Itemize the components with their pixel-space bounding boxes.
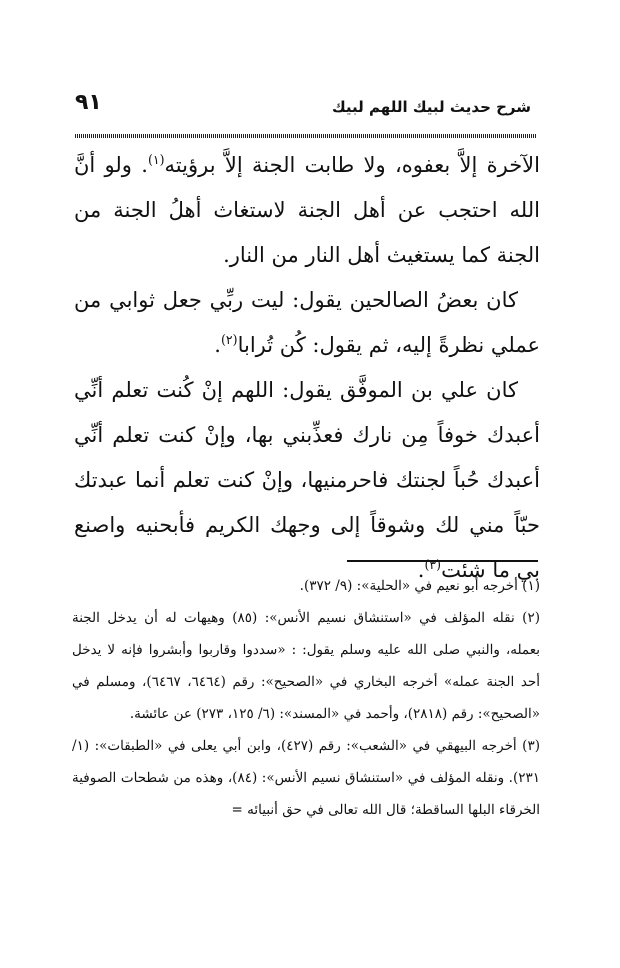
paragraph-text: . bbox=[417, 558, 425, 582]
paragraph-text: كان بعضُ الصالحين يقول: ليت ربِّي جعل ثوابي من عملي نظرةً إليه، ثم يقول: كُن تُرابا bbox=[74, 288, 540, 357]
footnote-ref: (٢) bbox=[220, 332, 238, 347]
page-number: ٩١ bbox=[75, 90, 102, 115]
footnotes bbox=[72, 570, 540, 826]
running-title: شرح حديث لبيك اللهم لبيك bbox=[331, 98, 531, 116]
paragraph-text: . bbox=[214, 333, 221, 357]
paragraph bbox=[74, 278, 540, 368]
paragraph-text: . ولو أنَّ الله احتجب عن أهل الجنة لاستغاث أهلُ الجنة من الجنة كما يستغيث أهل النار من النار. bbox=[74, 153, 540, 267]
footnote: (٣) أخرجه البيهقي في «الشعب»: رقم (٤٢٧)، وابن أبي يعلى في «الطبقات»: (١/ ٢٣١). ونقله المؤلف في «استنشاق نسيم الأنس»: (٨٤)، وهذه من شطحات الصوفية الخرقاء البلها الساقطة؛ قال الله تعالى في حق أنبيائه = bbox=[72, 738, 540, 818]
paragraph-text: الآخرة إلاَّ بعفوه، ولا طابت الجنة إلاَّ برؤيته bbox=[164, 153, 540, 177]
footnote-ref: (٣) bbox=[424, 557, 442, 572]
footnote-ref: (١) bbox=[147, 152, 165, 167]
footnote-separator bbox=[347, 560, 538, 562]
footnote: (١) أخرجه أبو نعيم في «الحلية»: (٩/ ٣٧٢). bbox=[299, 578, 540, 594]
page-header bbox=[75, 90, 537, 124]
header-rule bbox=[75, 134, 537, 138]
paragraph-text: كان علي بن الموفَّق يقول: اللهم إنْ كُنت تعلم أنِّي أعبدك خوفاً مِن نارك فعذِّبني بها، وإنْ كنت تعلم أنِّي أعبدك حُباً لجنتك فاحرمنيها، وإنْ كنت تعلم أنما عبدتك حبّاً مني لك وشوقاً إلى وجهك الكريم فأبحنيه واصنع بي ما شئت bbox=[74, 378, 540, 582]
footnote: (٢) نقله المؤلف في «استنشاق نسيم الأنس»: (٨٥) وهيهات له أن يدخل الجنة بعمله، والنبي صلى الله عليه وسلم يقول: : «سددوا وقاربوا وأبشروا فإنه لا يدخل أحد الجنة عمله» أخرجه البخاري في «الصحيح»: رقم (٦٤٦٤، ٦٤٦٧)، ومسلم في «الصحيح»: رقم (٢٨١٨)، وأحمد في «المسند»: (٦/ ١٢٥، ٢٧٣) عن عائشة. bbox=[72, 610, 540, 722]
paragraph bbox=[74, 143, 540, 278]
main-text bbox=[74, 143, 540, 593]
